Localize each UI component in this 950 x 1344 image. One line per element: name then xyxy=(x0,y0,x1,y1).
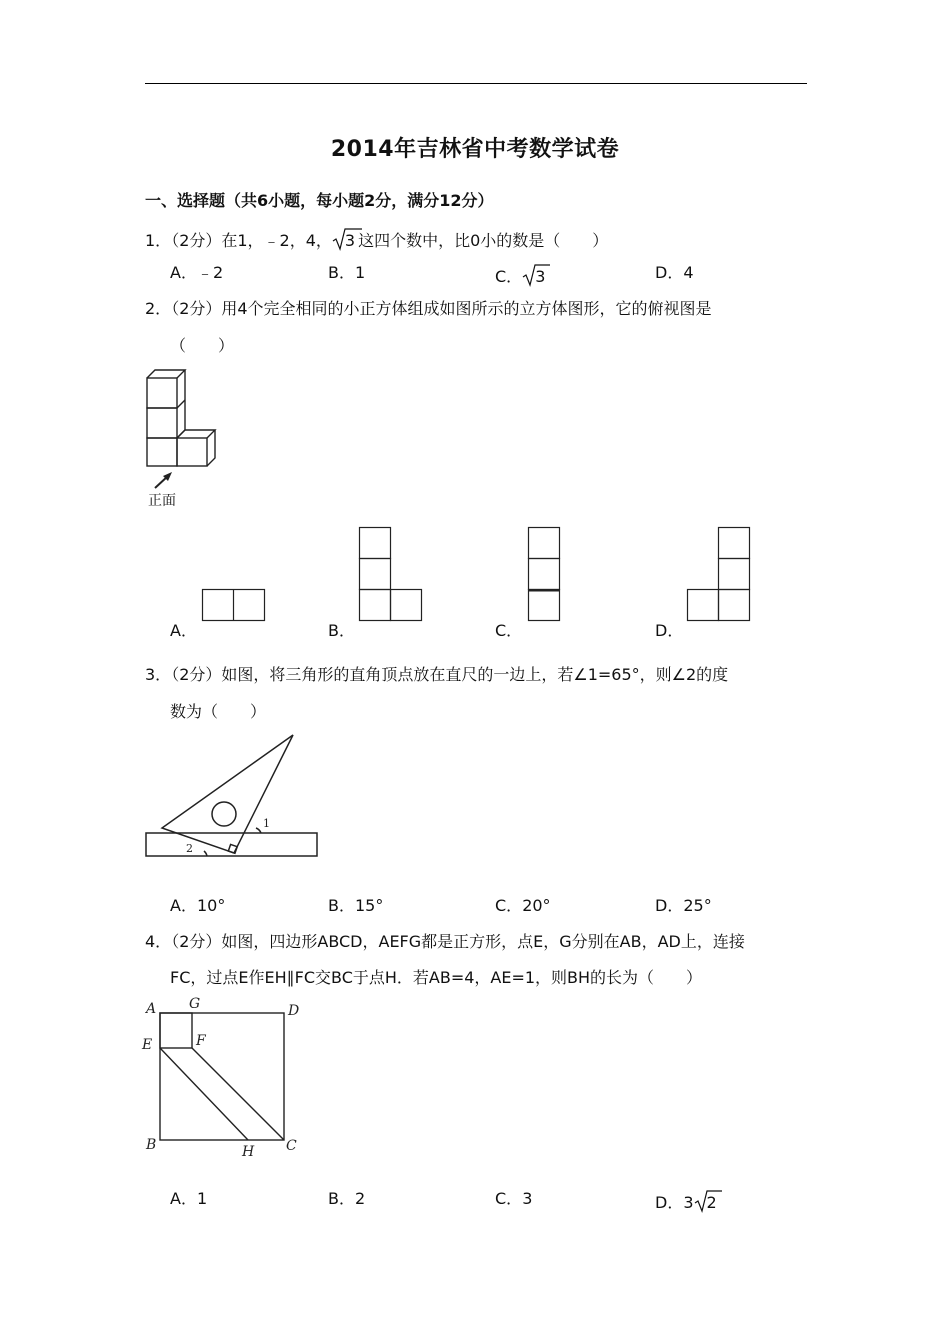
q1-option-c[interactable] xyxy=(495,260,548,287)
option-value: 10° xyxy=(196,896,226,915)
q1-option-d[interactable] xyxy=(655,260,694,283)
q4-option-a[interactable] xyxy=(170,1186,207,1209)
angle-2-label: 2 xyxy=(186,842,193,855)
question-text: （2分）在1，﹣2，4， xyxy=(171,231,332,250)
question-text: （2分）如图，四边形ABCD，AEFG都是正方形，点E，G分别在AB，AD上，连接 xyxy=(171,932,745,951)
q2-option-b[interactable]: B． xyxy=(328,621,355,640)
front-label: 正面 xyxy=(148,493,176,509)
option-d-top-view xyxy=(687,527,752,623)
question-number: 1． xyxy=(145,231,172,250)
question-2 xyxy=(145,296,712,319)
q4-option-c[interactable] xyxy=(495,1186,532,1209)
point-h-label: H xyxy=(242,1144,255,1160)
question-number: 2． xyxy=(145,299,172,318)
option-label: D． xyxy=(655,1193,684,1212)
option-c-top-view xyxy=(528,527,561,623)
option-value: 1 xyxy=(354,263,366,282)
q4-option-b[interactable] xyxy=(328,1186,365,1209)
question-text-cont: 这四个数中，比0小的数是（ ） xyxy=(358,231,609,250)
option-label: C． xyxy=(495,1189,523,1208)
option-value: 25° xyxy=(683,896,712,915)
option-label: C． xyxy=(495,267,523,286)
question-number: 3． xyxy=(145,665,172,684)
point-e-label: E xyxy=(142,1037,153,1053)
sqrt-expression xyxy=(522,260,548,286)
option-label: A． xyxy=(170,263,197,282)
q3-option-c[interactable] xyxy=(495,893,551,916)
q1-option-a[interactable] xyxy=(170,260,223,283)
sqrt-expression xyxy=(332,224,358,250)
question-4-cont: FC，过点E作EH∥FC交BC于点H．若AB=4，AE=1，则BH的长为（ ） xyxy=(170,968,703,987)
radicand: 3 xyxy=(344,231,356,250)
q3-option-d[interactable] xyxy=(655,893,712,916)
option-label: B． xyxy=(328,896,355,915)
option-value: 2 xyxy=(354,1189,366,1208)
option-label: D． xyxy=(655,263,684,282)
question-3-cont: 数为（ ） xyxy=(170,702,267,721)
option-value: 3 xyxy=(522,1189,533,1208)
section-heading: 一、选择题（共6小题，每小题2分，满分12分） xyxy=(145,191,494,210)
question-1 xyxy=(145,224,608,251)
squares-figure xyxy=(140,993,310,1161)
q4-option-d[interactable] xyxy=(655,1186,720,1213)
question-4 xyxy=(145,929,745,952)
exam-title: 2014年吉林省中考数学试卷 xyxy=(330,137,620,162)
q2-option-a[interactable]: A． xyxy=(170,621,197,640)
question-text: （2分）如图，将三角形的直角顶点放在直尺的一边上，若∠1=65°，则∠2的度 xyxy=(171,665,729,684)
option-label: B． xyxy=(328,1189,355,1208)
q2-option-d[interactable]: D． xyxy=(655,621,684,640)
q3-option-b[interactable] xyxy=(328,893,383,916)
option-value: 20° xyxy=(522,896,551,915)
header-rule xyxy=(145,83,807,84)
sqrt-expression xyxy=(694,1186,720,1212)
point-b-label: B xyxy=(146,1137,157,1153)
point-c-label: C xyxy=(286,1138,297,1154)
point-d-label: D xyxy=(288,1003,300,1019)
option-value: 3 xyxy=(683,1193,694,1212)
option-b-top-view xyxy=(359,527,424,623)
option-value: 4 xyxy=(683,263,694,282)
radicand: 2 xyxy=(706,1193,717,1212)
point-a-label: A xyxy=(146,1001,157,1017)
option-label: A． xyxy=(170,896,197,915)
triangle-ruler-figure xyxy=(145,733,320,861)
angle-1-label: 1 xyxy=(263,817,270,830)
question-text: （2分）用4个完全相同的小正方体组成如图所示的立方体图形，它的俯视图是 xyxy=(171,299,712,318)
option-label: B． xyxy=(328,263,355,282)
option-label: A． xyxy=(170,1189,197,1208)
radicand: 3 xyxy=(535,267,546,286)
point-g-label: G xyxy=(189,996,201,1012)
option-a-top-view xyxy=(202,589,266,622)
option-label: C． xyxy=(495,896,523,915)
option-value: ﹣2 xyxy=(196,263,224,282)
option-value: 15° xyxy=(354,896,384,915)
option-label: D． xyxy=(655,896,684,915)
q1-option-b[interactable] xyxy=(328,260,365,283)
question-2-cont: （ ） xyxy=(170,336,235,355)
option-value: 1 xyxy=(196,1189,208,1208)
question-3 xyxy=(145,662,728,685)
q3-option-a[interactable] xyxy=(170,893,225,916)
question-number: 4． xyxy=(145,932,172,951)
point-f-label: F xyxy=(196,1033,206,1049)
q2-option-c[interactable]: C． xyxy=(495,621,523,640)
